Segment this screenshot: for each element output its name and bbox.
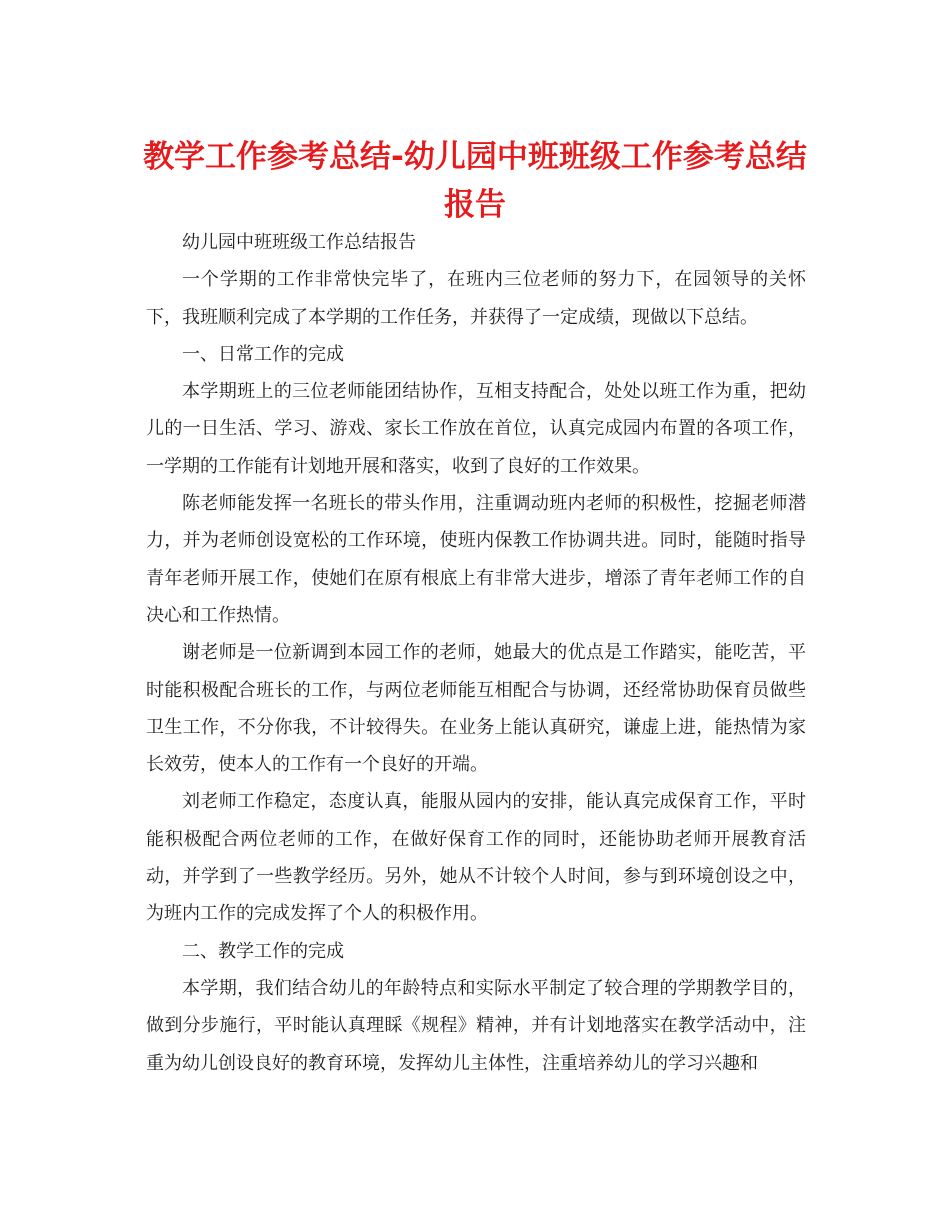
paragraph-teacher-chen: 陈老师能发挥一名班长的带头作用，注重调动班内老师的积极性，挖掘老师潜力，并为老师创设宽松的工作环境，使班内保教工作协调共进。同时，能随时指导青年老师开展工作，使她们在原有根底上有非常大进步，增添了青年老师工作的自决心和工作热情。 xyxy=(146,493,806,626)
paragraph-teamwork: 本学期班上的三位老师能团结协作，互相支持配合，处处以班工作为重，把幼儿的一日生活、学习、游戏、家长工作放在首位，认真完成园内布置的各项工作，一学期的工作能有计划地开展和落实，收到了良好的工作效果。 xyxy=(146,381,806,477)
paragraph-teaching: 本学期，我们结合幼儿的年龄特点和实际水平制定了较合理的学期教学目的，做到分步施行，平时能认真理睬《规程》精神，并有计划地落实在教学活动中，注重为幼儿创设良好的教育环境，发挥幼儿主体性，注重培养幼儿的学习兴趣和 xyxy=(146,977,806,1074)
section-heading-daily-work: 一、日常工作的完成 xyxy=(182,343,344,365)
paragraph-subtitle: 幼儿园中班班级工作总结报告 xyxy=(182,232,416,253)
document-title: 教学工作参考总结-幼儿园中班班级工作参考总结报告 xyxy=(143,139,807,223)
paragraph-teacher-liu: 刘老师工作稳定，态度认真，能服从园内的安排，能认真完成保育工作，平时能积极配合两位老师的工作，在做好保育工作的同时，还能协助老师开展教育活动，并学到了一些教学经历。另外，她从不计较个人时间，参与到环境创设之中，为班内工作的完成发挥了个人的积极作用。 xyxy=(146,791,806,925)
paragraph-intro: 一个学期的工作非常快完毕了，在班内三位老师的努力下，在园领导的关怀下，我班顺利完成了本学期的工作任务，并获得了一定成绩，现做以下总结。 xyxy=(146,269,806,328)
document-body xyxy=(146,224,806,1082)
paragraph-teacher-xie: 谢老师是一位新调到本园工作的老师，她最大的优点是工作踏实，能吃苦，平时能积极配合班长的工作，与两位老师能互相配合与协调，还经常协助保育员做些卫生工作，不分你我，不计较得失。在业务上能认真研究，谦虚上进，能热情为家长效劳，使本人的工作有一个良好的开端。 xyxy=(146,642,806,776)
section-heading-teaching-work: 二、教学工作的完成 xyxy=(182,940,344,962)
